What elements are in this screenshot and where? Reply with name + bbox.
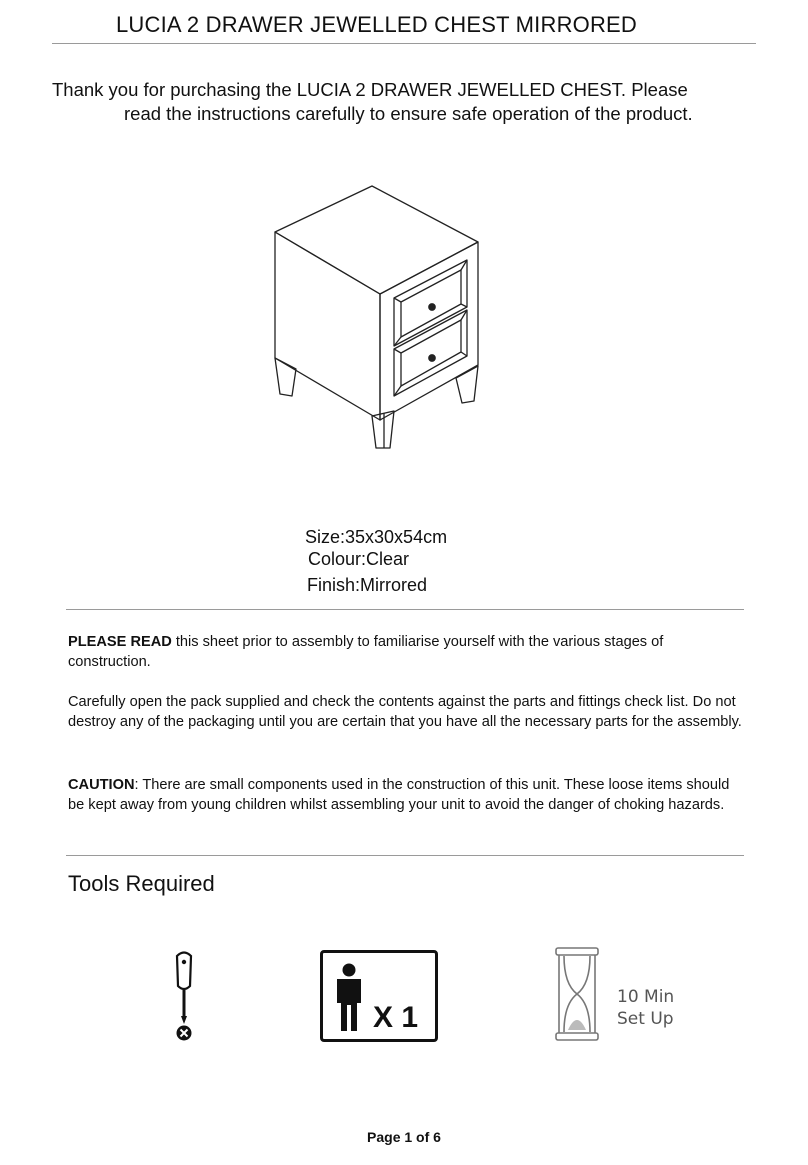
size-spec: Size:35x30x54cm [305, 527, 448, 547]
caution-text: : There are small components used in the construction of this unit. These loose items should be kept away from young children whilst assembling your unit to avoid the danger of choking hazards. [68, 777, 730, 813]
please-read-label: PLEASE READ [68, 634, 172, 650]
please-read-paragraph [68, 632, 748, 672]
intro-text [40, 78, 760, 126]
person-icon [333, 963, 365, 1033]
bedside-chest-illustration [270, 180, 490, 455]
chest-side-panel [275, 232, 380, 420]
setup-time [617, 986, 674, 1030]
upper-drawer [394, 260, 467, 346]
notes-divider [66, 855, 744, 856]
spec-divider [66, 609, 744, 610]
caution-paragraph [68, 775, 748, 815]
people-count: X 1 [373, 1001, 419, 1034]
intro-line-2: read the instructions carefully to ensure safe operation of the product. [124, 103, 693, 124]
page-title: LUCIA 2 DRAWER JEWELLED CHEST MIRRORED [116, 12, 638, 37]
title-divider [52, 43, 756, 44]
please-read-text: this sheet prior to assembly to familiarise yourself with the various stages of construction. [68, 634, 664, 670]
setup-time-label: Set Up [617, 1009, 674, 1029]
drawer-knob-icon [429, 304, 435, 310]
drawer-knob-icon [429, 355, 435, 361]
people-required-box [320, 950, 438, 1042]
chest-legs [275, 358, 478, 448]
colour-spec: Colour:Clear [308, 549, 410, 569]
caution-label: CAUTION [68, 777, 135, 793]
tools-heading: Tools Required [68, 871, 215, 896]
setup-time-value: 10 Min [617, 987, 675, 1007]
finish-spec: Finish:Mirrored [307, 575, 428, 595]
check-contents-paragraph: Carefully open the pack supplied and check the contents against the parts and fittings check list. Do not destroy any of the packaging until you are certain that you have all the necessary parts for the assembly. [68, 694, 742, 730]
phillips-screwdriver-icon [168, 950, 200, 1044]
lower-drawer [394, 310, 467, 396]
page-number: Page 1 of 6 [367, 1129, 441, 1145]
intro-line-1: Thank you for purchasing the LUCIA 2 DRAWER JEWELLED CHEST. Please [52, 79, 688, 100]
hourglass-icon [552, 944, 602, 1044]
